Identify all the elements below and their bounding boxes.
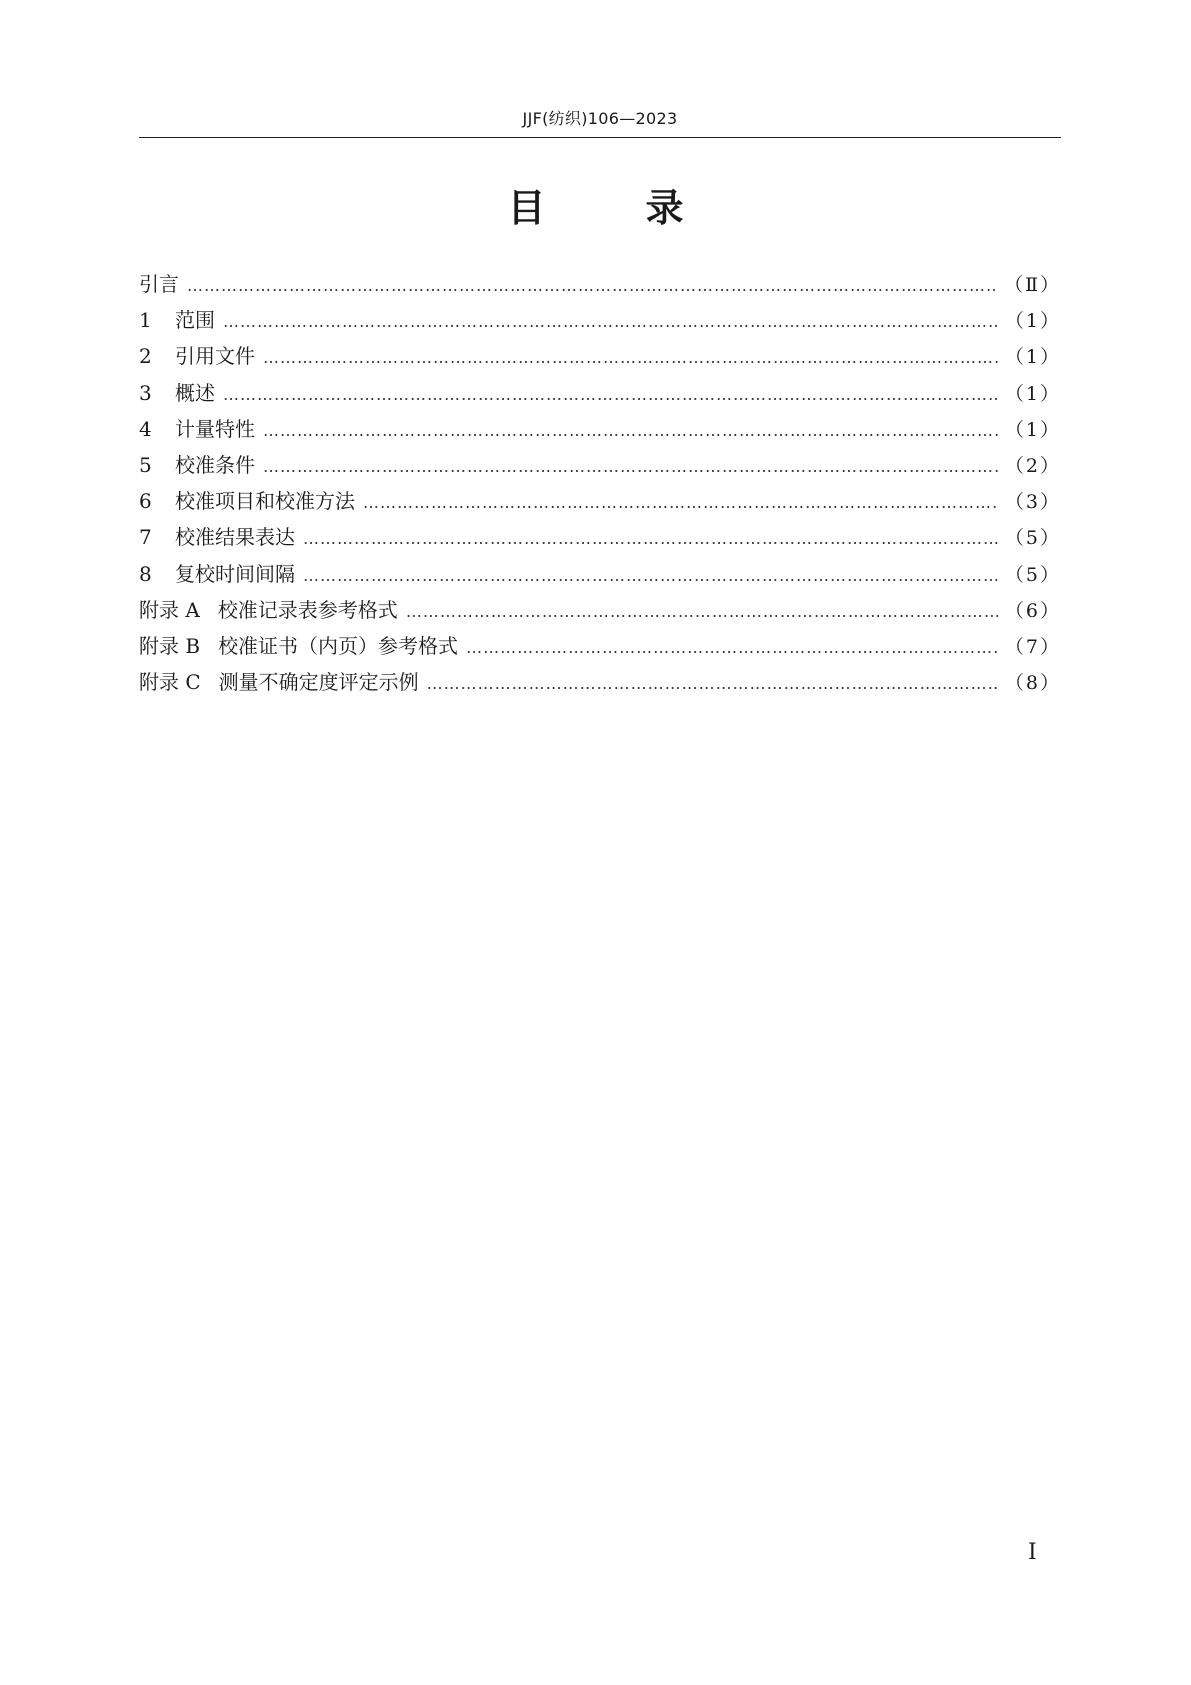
toc-entry-label: 3 概述	[139, 380, 215, 405]
toc-leader-dots	[466, 630, 999, 666]
toc-entry-label: 5 校准条件	[139, 452, 255, 477]
toc-entry-page: （1）	[1004, 418, 1061, 441]
toc-entry-page: （8）	[1004, 672, 1061, 695]
toc-entry-label: 1 范围	[139, 308, 215, 333]
toc-title-char-1: 目	[507, 186, 546, 230]
toc-entry-label: 引言	[139, 272, 179, 296]
toc-entry-page: （1）	[1004, 346, 1061, 369]
toc-entry-label: 7 校准结果表达	[139, 525, 295, 550]
toc-entry-page: （7）	[1004, 635, 1061, 658]
toc-entry-label: 2 引用文件	[139, 344, 255, 369]
toc-entry-1[interactable]	[139, 302, 1061, 338]
toc-entry-page: （1）	[1004, 382, 1061, 405]
toc-entry-2[interactable]	[139, 338, 1061, 374]
toc-leader-dots	[263, 413, 999, 449]
toc-entry-page: （2）	[1004, 454, 1061, 477]
toc-entry-appendix-c[interactable]	[139, 664, 1061, 700]
toc-leader-dots	[223, 304, 999, 340]
toc-entry-label: 附录 A 校准记录表参考格式	[139, 597, 398, 622]
page-number: Ⅰ	[1028, 1540, 1037, 1565]
toc-title	[0, 184, 1191, 232]
toc-leader-dots	[187, 268, 998, 304]
document-header: JJF(纺织)106—2023	[522, 109, 678, 128]
toc-leader-dots	[406, 594, 999, 630]
toc-entry-3[interactable]	[139, 375, 1061, 411]
toc-entry-page: （1）	[1004, 310, 1061, 333]
toc-entry-page: （3）	[1004, 491, 1061, 514]
toc-entry-page: （6）	[1004, 599, 1061, 622]
toc-entry-appendix-b[interactable]	[139, 628, 1061, 664]
toc-entry-page: （5）	[1004, 527, 1061, 550]
toc-entry-label: 6 校准项目和校准方法	[139, 489, 355, 514]
toc-entry-8[interactable]	[139, 556, 1061, 592]
toc-leader-dots	[223, 377, 999, 413]
toc-entry-page: （5）	[1004, 563, 1061, 586]
toc-leader-dots	[363, 485, 999, 521]
toc-leader-dots	[427, 666, 999, 702]
toc-leader-dots	[303, 521, 999, 557]
toc-title-char-2: 录	[645, 186, 684, 230]
toc-entry-6[interactable]	[139, 483, 1061, 519]
toc-entry-label: 4 计量特性	[139, 416, 255, 441]
toc-entry-appendix-a[interactable]	[139, 592, 1061, 628]
header-rule	[139, 137, 1061, 138]
toc-entry-label: 附录 B 校准证书（内页）参考格式	[139, 633, 459, 658]
toc-entry-label: 附录 C 测量不确定度评定示例	[139, 670, 419, 695]
toc-entry-intro[interactable]	[139, 266, 1061, 302]
toc-entry-4[interactable]	[139, 411, 1061, 447]
toc-entry-page: （Ⅱ）	[1004, 274, 1061, 296]
toc-leader-dots	[263, 340, 999, 376]
toc-leader-dots	[303, 558, 999, 594]
toc-leader-dots	[263, 449, 999, 485]
toc-entry-label: 8 复校时间间隔	[139, 561, 295, 586]
table-of-contents	[139, 266, 1061, 700]
toc-entry-7[interactable]	[139, 519, 1061, 555]
toc-entry-5[interactable]	[139, 447, 1061, 483]
